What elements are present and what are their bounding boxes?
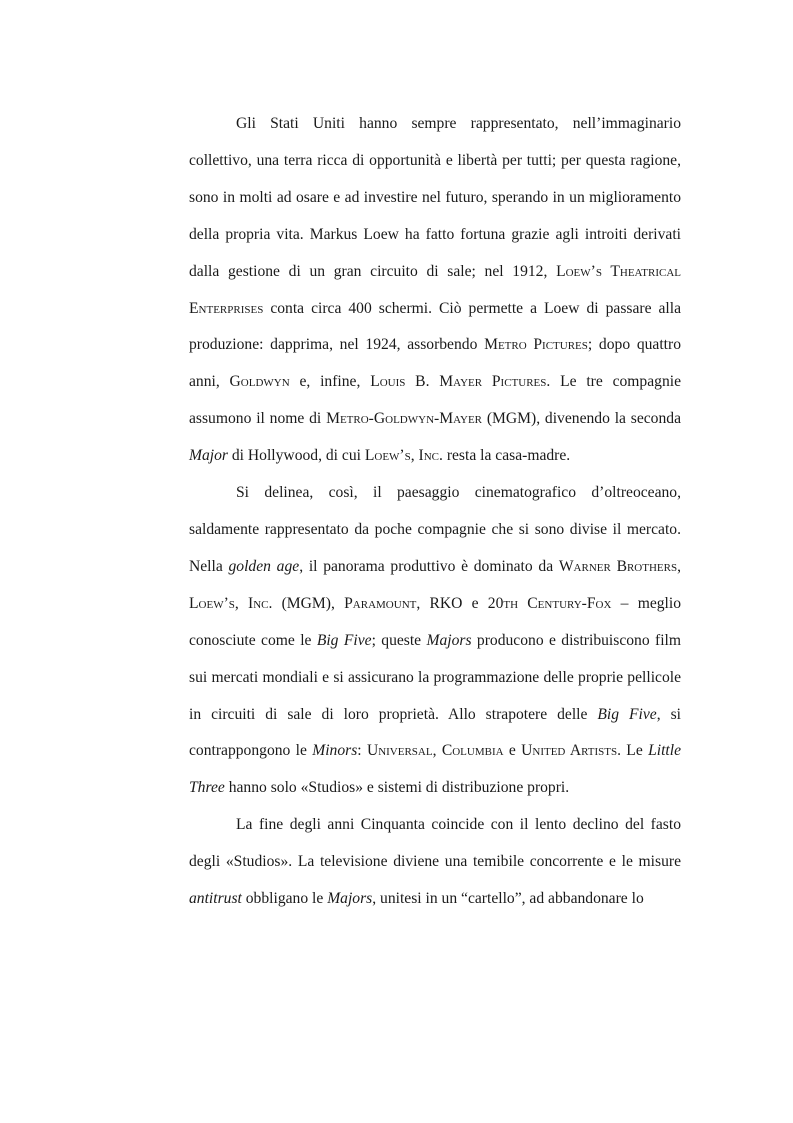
italic-text: Majors xyxy=(327,890,373,908)
text-run: . Le tre compagnie assumono il nome di xyxy=(189,373,681,428)
text-run: . Le xyxy=(617,742,649,760)
italic-text: Big Five xyxy=(597,705,657,723)
company-name: Loew’s Theatrical Enterprises xyxy=(189,262,681,317)
text-run: resta la casa-madre. xyxy=(442,447,571,465)
paragraph-3 xyxy=(189,807,681,918)
text-run: , si contrappongono le xyxy=(189,705,681,760)
italic-text: Minors xyxy=(312,742,358,760)
italic-text: Little Three xyxy=(189,742,682,797)
company-name: Metro Pictures xyxy=(484,336,588,354)
italic-text: Big Five xyxy=(316,631,372,649)
company-name: United Artists xyxy=(521,742,618,760)
text-run: e xyxy=(503,742,522,760)
company-name: Loew’s, Inc. xyxy=(189,594,273,612)
text-run: Gli Stati Uniti hanno sempre rappresentato, nell’immaginario collettivo, una terra ricca di opportunità e libertà per tutti; per questa ragione, sono in molti ad osare e ad investire nel futuro, sperando in un miglioramento della propria vita. Markus Loew ha fatto fortuna grazie agli introiti derivati dalla gestione di un gran circuito di sale; nel 1912, xyxy=(189,115,681,280)
text-run: obbligano le xyxy=(241,890,328,908)
company-name: Loew’s, Inc. xyxy=(364,447,443,465)
italic-text: antitrust xyxy=(189,890,242,908)
company-name: Columbia xyxy=(441,742,504,760)
text-run: : xyxy=(357,742,367,760)
text-run: Si delinea, così, il paesaggio cinematografico d’oltreoceano, saldamente rappresentato da poche compagnie che si sono divise il mercato. Nella xyxy=(189,484,681,575)
paragraph-2 xyxy=(189,475,681,807)
company-name: Goldwyn xyxy=(229,373,290,391)
company-name: Universal xyxy=(366,742,433,760)
text-run: producono e distribuiscono film sui mercati mondiali e si assicurano la programmazione delle proprie pellicole in circuiti di sale di loro proprietà. Allo strapotere delle xyxy=(189,631,681,723)
company-name: Louis B. Mayer Pictures xyxy=(370,373,547,391)
text-run: (MGM), xyxy=(272,594,345,612)
text-run: , xyxy=(677,557,681,575)
company-name: Warner Brothers xyxy=(558,557,678,575)
text-run: , unitesi in un “cartello”, ad abbandonare lo xyxy=(372,890,644,908)
text-run: , RKO e xyxy=(416,594,488,612)
text-run: , xyxy=(432,742,442,760)
document-page xyxy=(189,106,681,918)
text-run: di Hollywood, di cui xyxy=(227,447,365,465)
company-name: 20th Century-Fox xyxy=(487,594,612,612)
text-run: hanno solo «Studios» e sistemi di distribuzione propri. xyxy=(224,779,570,797)
text-run: – meglio conosciute come le xyxy=(189,594,681,649)
text-run: conta circa 400 schermi. Ciò permette a Loew di passare alla produzione: dapprima, nel 1924, assorbendo xyxy=(189,299,681,354)
italic-text: Major xyxy=(189,447,228,465)
text-run: ; dopo quattro anni, xyxy=(189,336,681,391)
text-run: ; queste xyxy=(371,631,427,649)
text-run: La fine degli anni Cinquanta coincide con il lento declino del fasto degli «Studios». La televisione diviene una temibile concorrente e le misure xyxy=(189,816,681,871)
company-name: Paramount xyxy=(344,594,417,612)
text-run: (MGM), divenendo la seconda xyxy=(482,410,681,428)
company-name: Metro-Goldwyn-Mayer xyxy=(326,410,483,428)
italic-text: Majors xyxy=(426,631,472,649)
paragraph-1 xyxy=(189,106,681,475)
italic-text: golden age xyxy=(228,557,300,575)
text-run: , il panorama produttivo è dominato da xyxy=(299,557,559,575)
text-run: e, infine, xyxy=(289,373,371,391)
